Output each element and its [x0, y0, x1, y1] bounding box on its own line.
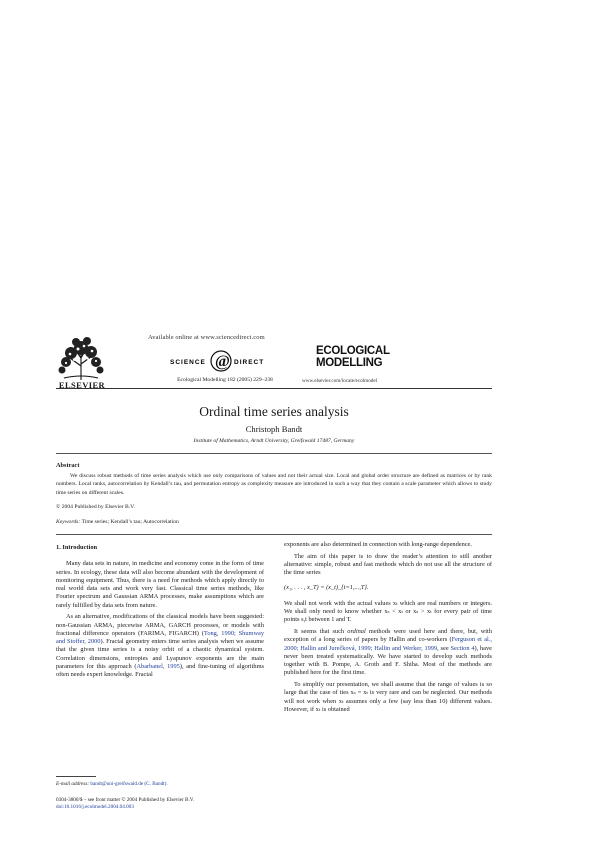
text-run: As an alternative, modifications of the classical models have been suggested: non-Gaussian ARMA, piecewise ARMA, GARCH processes, or models with fractional difference operators (FARIMA, FIGARCH) ( — [56, 613, 264, 637]
abstract-top-rule — [56, 453, 492, 454]
right-paragraph-1: exponents are also determined in connection with long-range dependence. — [284, 541, 472, 548]
emphasis-ordinal: ordinal — [347, 628, 366, 635]
copyright-line: © 2004 Published by Elsevier B.V. — [56, 504, 135, 510]
keywords-line — [56, 519, 179, 525]
text-run: ), and fine-tuning of algorithms often needs expert knowledge. Fractal — [56, 662, 264, 678]
intro-paragraph-2 — [56, 613, 264, 679]
journal-title-line-1: ECOLOGICAL — [316, 345, 390, 357]
elsevier-tree-logo-icon — [56, 336, 106, 382]
sciencedirect-logo-icon — [168, 348, 288, 374]
sd-right-text: DIRECT — [234, 359, 265, 366]
section-heading-introduction: 1. Introduction — [56, 544, 98, 551]
citation-link-abarbanel[interactable]: Abarbanel, 1995 — [136, 662, 180, 670]
doi-link[interactable]: doi:10.1016/j.ecolmodel.2004.04.003 — [56, 804, 134, 810]
text-run: ), have never been treated systematically. We have started to develop such methods together with B. Pompe, A. Groth and F. Shiha. Most of the methods are published here for the first time. — [284, 644, 492, 677]
sd-left-text: SCIENCE — [170, 359, 206, 366]
text-run: , see — [437, 644, 451, 652]
citation-link-tong-shumway[interactable]: Tong, 1990; Shumway and Stoffer, 2000 — [56, 629, 265, 645]
equation-time-series: (x₁, . . . , x_T) = (x_t)_{t=1,...,T}. — [284, 583, 369, 591]
paper-author: Christoph Bandt — [245, 424, 303, 434]
publisher-name: ELSEVIER — [58, 380, 106, 390]
section-4-link[interactable]: Section 4 — [450, 644, 475, 652]
keywords-value: Time series; Kendall’s tau; Autocorrelation — [81, 519, 179, 525]
right-paragraph-4 — [284, 628, 492, 678]
footnote-email — [56, 781, 168, 787]
abstract-text: We discuss robust methods of time series analysis which use only comparisons of values and not their actual size. Local and global order structure are defined as matrices or by rank numbers. Local ranks, autocorrelation by Kendall’s tau, and permutation entropy as complexity measure are introduced in such a way that they contain a scale parameter which allows to study time series on different scales. — [56, 473, 492, 496]
available-online-line: Available online at www.sciencedirect.com — [148, 334, 265, 341]
footnote-rule — [56, 776, 96, 777]
footnote-label: E-mail address: — [56, 781, 90, 787]
citation-link-hallin[interactable]: Ferguson et al., 2000; Hallin and Jurečková, 1999; Hallin and Werker, 1999 — [284, 636, 492, 652]
author-email-link[interactable]: bandt@uni-greifswald.de (C. Bandt). — [90, 781, 168, 787]
right-paragraph-2: The aim of this paper is to draw the reader’s attention to still another alternative: simple, robust and fast methods which do not use all the structure of the time series — [284, 552, 492, 577]
text-run: methods were used here and there, but, with exception of a long series of papers by Hallin and co-workers ( — [284, 628, 492, 644]
abstract-bottom-rule — [56, 534, 492, 535]
journal-title — [316, 345, 436, 369]
journal-url-link[interactable]: www.elsevier.com/locate/ecolmodel — [302, 378, 378, 384]
paper-affiliation: Institute of Mathematics, Arndt University, Greifswald 17487, Germany — [193, 438, 355, 444]
header-rule — [56, 388, 492, 389]
right-column — [284, 541, 492, 718]
intro-paragraph-1: Many data sets in nature, in medicine and economy come in the form of time series. In ecology, these data will also become abundant with the development of monitoring equipment. Thus, there is a need for methods which apply directly to real world data sets and work very fast. Classical time series methods, like Fourier spectrum and Gaussian ARMA processes, make assumptions which are rarely fulfilled by data sets from nature. — [56, 560, 264, 609]
abstract-body — [56, 472, 492, 497]
right-paragraph-5: To simplify our presentation, we shall assume that the range of values is so large that the case of ties xₛ = xₜ is very rare and can be neglected. Our methods will not work when xₜ assumes only a few (say less than 10) different values. However, if xₜ is obtained — [284, 681, 492, 713]
text-run: ). Fractal geometry enters time series analysis when we assume that the given time series is a noisy orbit of a chaotic dynamical system. Correlation dimensions, entropies and Lyapunov exponents are the main parameters for this approach ( — [56, 638, 264, 670]
journal-citation: Ecological Modelling 182 (2005) 229–238 — [177, 377, 273, 383]
issn-line: 0304-3800/$ – see front matter © 2004 Published by Elsevier B.V. — [56, 797, 195, 803]
text-run: It seems that such — [294, 628, 348, 635]
left-column — [56, 544, 264, 683]
keywords-label: Keywords: — [56, 519, 81, 525]
right-paragraph-3: We shall not work with the actual values xₜ which are real numbers or integers. We shall only need to know whether xₛ < xₜ or xₛ > xₜ for every pair of time points s,t between 1 and T. — [284, 599, 492, 624]
svg-text:@: @ — [215, 353, 230, 370]
paper-title: Ordinal time series analysis — [199, 404, 349, 419]
abstract-heading: Abstract — [56, 462, 80, 469]
journal-title-line-2: MODELLING — [316, 357, 383, 369]
issn-doi-block — [56, 797, 194, 811]
